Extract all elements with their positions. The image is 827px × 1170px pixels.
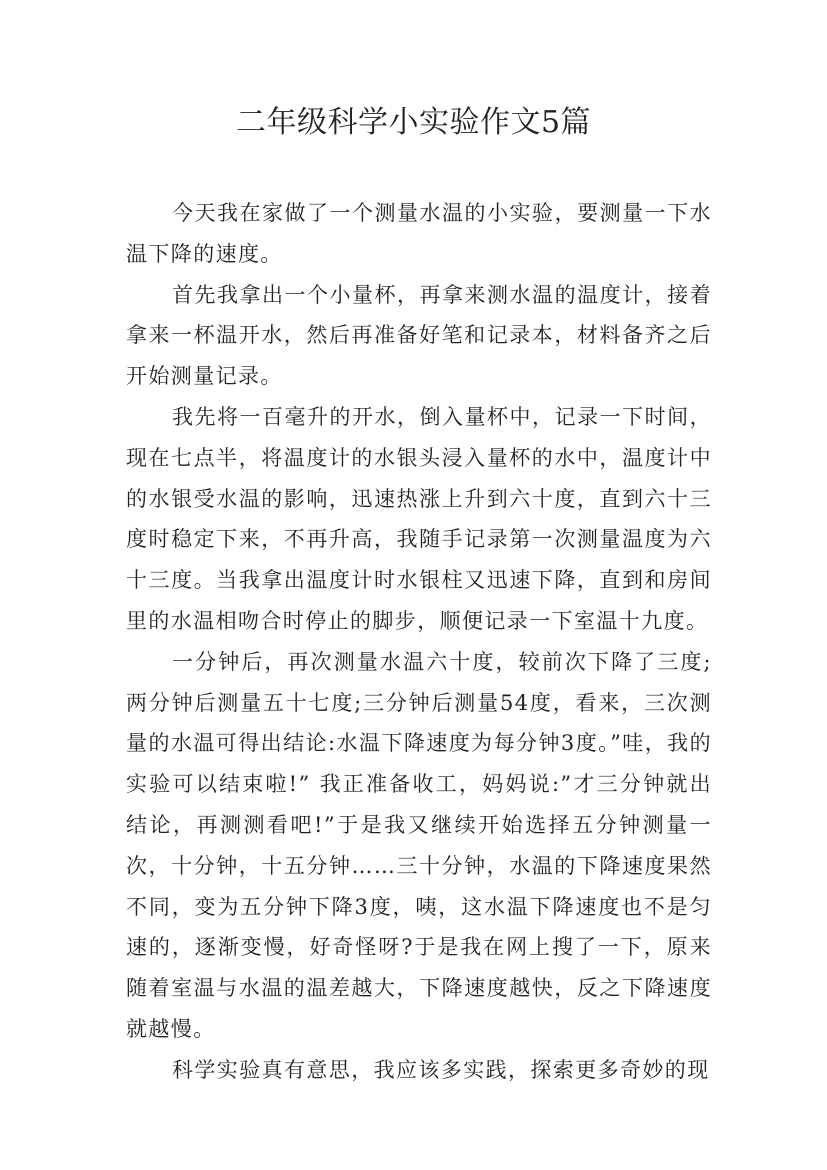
- paragraph-4: 一分钟后，再次测量水温六十度，较前次下降了三度;两分钟后测量五十七度;三分钟后测量54度，看来，三次测量的水温可得出结论:水温下降速度为每分钟3度。”哇，我的实验可以结束啦!” 我正准备收工，妈妈说:”才三分钟就出结论，再测测看吧!”于是我又继续开始选择五分钟测量一次，十分钟，十五分钟……三十分钟，水温的下降速度果然不同，变为五分钟下降3度，咦，这水温下降速度也不是匀速的，逐渐变慢，好奇怪呀?于是我在网上搜了一下，原来随着室温与水温的温差越大，下降速度越快，反之下降速度就越慢。: [126, 649, 712, 1041]
- paragraph-1: 今天我在家做了一个测量水温的小实验，要测量一下水温下降的速度。: [126, 201, 712, 266]
- document-title: 二年级科学小实验作文5篇: [235, 105, 592, 140]
- paragraph-3: 我先将一百毫升的开水，倒入量杯中，记录一下时间，现在七点半，将温度计的水银头浸入量杯的水中，温度计中的水银受水温的影响，迅速热涨上升到六十度，直到六十三度时稳定下来，不再升高，我随手记录第一次测量温度为六十三度。当我拿出温度计时水银柱又迅速下降，直到和房间里的水温相吻合时停止的脚步，顺便记录一下室温十九度。: [126, 404, 712, 633]
- document-body: [126, 193, 712, 1091]
- paragraph-2: 首先我拿出一个小量杯，再拿来测水温的温度计，接着拿来一杯温开水，然后再准备好笔和记录本，材料备齐之后开始测量记录。: [126, 282, 712, 389]
- paragraph-5: 科学实验真有意思，我应该多实践，探索更多奇妙的现: [172, 1057, 710, 1082]
